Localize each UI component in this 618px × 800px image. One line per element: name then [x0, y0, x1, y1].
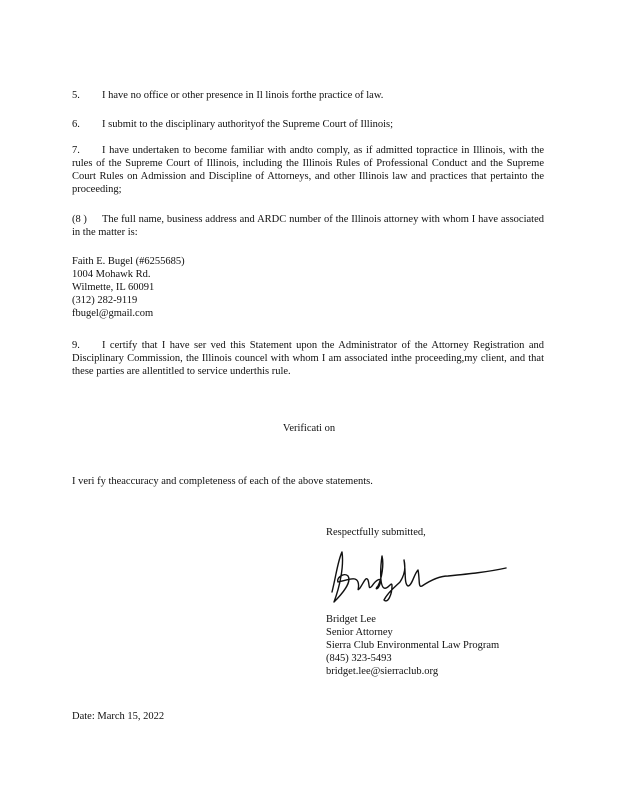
attorney-phone: (312) 282-9119	[72, 295, 138, 306]
signer-email: bridget.lee@sierraclub.org	[326, 666, 439, 677]
item-9	[72, 339, 544, 378]
signer-block	[326, 613, 499, 678]
item-6-text: I submit to the disciplinary authorityof the Supreme Court of Illinois;	[102, 119, 394, 130]
item-9-text: I certify that I have ser ved this Statement upon the Administrator of the Attorney Registration and Disciplinary Commission, the Illinois councel with whom I am associated inthe proceeding,my client, and that these parties are allentitled to service underthis rule.	[72, 340, 544, 377]
signer-organization: Sierra Club Environmental Law Program	[326, 640, 500, 651]
verification-statement: I veri fy theaccuracy and completeness of each of the above statements.	[72, 476, 373, 487]
signature	[318, 546, 518, 608]
signer-phone: (845) 323-5493	[326, 653, 392, 664]
item-9-number: 9.	[72, 340, 80, 351]
item-5-number: 5.	[72, 90, 80, 101]
verification-heading: Verificati on	[282, 423, 336, 434]
item-7	[72, 144, 544, 196]
illinois-attorney-address	[72, 255, 544, 320]
item-8-text: The full name, business address and ARDC number of the Illinois attorney with whom I have associated in the matter is:	[72, 214, 544, 238]
closing: Respectfully submitted,	[326, 527, 426, 538]
item-6-number: 6.	[72, 119, 80, 130]
signer-title: Senior Attorney	[326, 627, 393, 638]
attorney-name: Faith E. Bugel (#6255685)	[72, 256, 185, 267]
item-7-text: I have undertaken to become familiar with andto comply, as if admitted topractice in Illinois, with the rules of the Supreme Court of Illinois, including the Illinois Rules of Professional Conduct and the Supreme Court Rules on Admission and Discipline of Attorneys, and other Illinois law and practices that pertainto the proceeding;	[72, 145, 544, 195]
attorney-email: fbugel@gmail.com	[72, 308, 154, 319]
item-5	[72, 89, 544, 102]
signer-name: Bridget Lee	[326, 614, 376, 625]
date-line: Date: March 15, 2022	[72, 711, 165, 722]
item-5-text: I have no office or other presence in Il linois forthe practice of law.	[102, 90, 384, 101]
item-7-number: 7.	[72, 145, 80, 156]
attorney-street: 1004 Mohawk Rd.	[72, 269, 151, 280]
item-8	[72, 213, 544, 239]
item-8-number: (8 )	[72, 214, 87, 225]
attorney-city: Wilmette, IL 60091	[72, 282, 155, 293]
item-6	[72, 118, 544, 131]
